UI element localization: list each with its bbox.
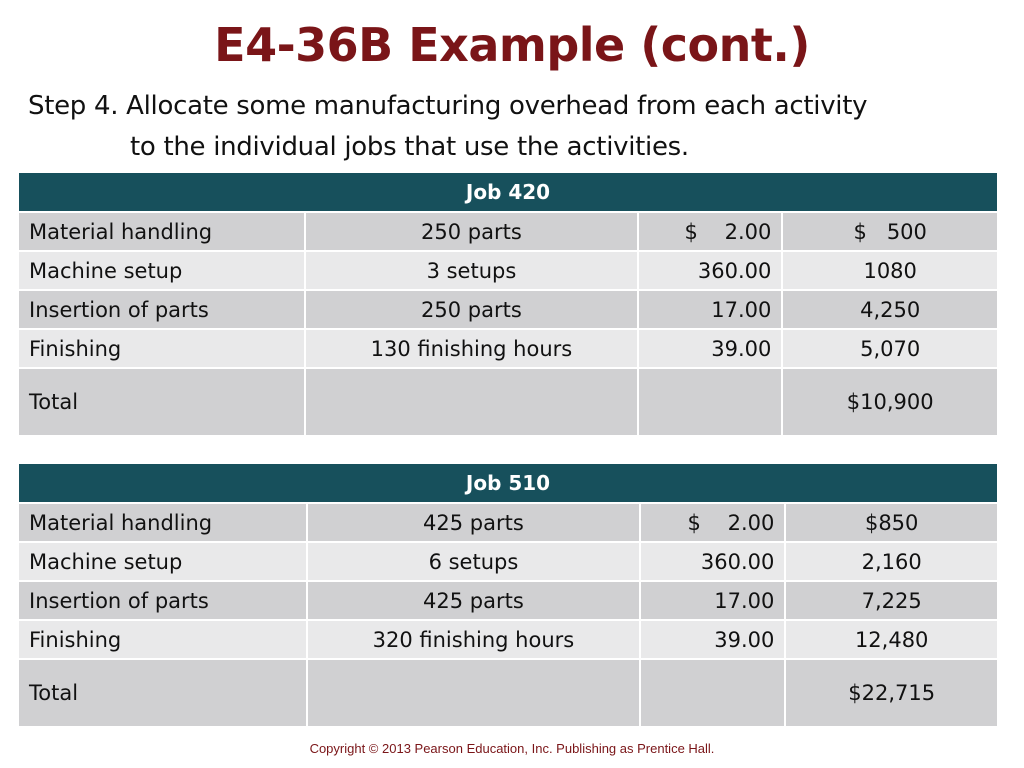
job-510-table: [17, 462, 999, 728]
activity-cell: Material handling: [18, 212, 305, 251]
rate-cell: $ 2.00: [640, 503, 786, 542]
empty-cell: [638, 368, 783, 436]
activity-cell: Insertion of parts: [18, 581, 307, 620]
empty-cell: [640, 659, 786, 727]
slide-title: E4-36B Example (cont.): [214, 18, 810, 72]
activity-cell: Finishing: [18, 620, 307, 659]
rate-cell: 39.00: [638, 329, 783, 368]
table-header: Job 420: [18, 172, 998, 212]
table-row: [18, 542, 998, 581]
quantity-cell: 425 parts: [307, 503, 639, 542]
cost-cell: 4,250: [782, 290, 998, 329]
cost-cell: $ 500: [782, 212, 998, 251]
total-row: [18, 659, 998, 727]
activity-cell: Machine setup: [18, 251, 305, 290]
total-value: $22,715: [785, 659, 998, 727]
table-row: [18, 251, 998, 290]
empty-cell: [307, 659, 639, 727]
total-label: Total: [18, 368, 305, 436]
table-row: [18, 503, 998, 542]
activity-cell: Material handling: [18, 503, 307, 542]
total-value: $10,900: [782, 368, 998, 436]
quantity-cell: 6 setups: [307, 542, 639, 581]
quantity-cell: 250 parts: [305, 290, 637, 329]
activity-cell: Insertion of parts: [18, 290, 305, 329]
rate-cell: 39.00: [640, 620, 786, 659]
total-label: Total: [18, 659, 307, 727]
rate-cell: $ 2.00: [638, 212, 783, 251]
table-row: [18, 329, 998, 368]
quantity-cell: 130 finishing hours: [305, 329, 637, 368]
quantity-cell: 320 finishing hours: [307, 620, 639, 659]
table-row: [18, 620, 998, 659]
table-header: Job 510: [18, 463, 998, 503]
table-row: [18, 290, 998, 329]
activity-cell: Finishing: [18, 329, 305, 368]
rate-cell: 360.00: [640, 542, 786, 581]
step-instruction: [28, 86, 988, 168]
cost-cell: 12,480: [785, 620, 998, 659]
empty-cell: [305, 368, 637, 436]
cost-cell: 5,070: [782, 329, 998, 368]
rate-cell: 360.00: [638, 251, 783, 290]
step-line-2: to the individual jobs that use the activities.: [130, 132, 689, 162]
quantity-cell: 250 parts: [305, 212, 637, 251]
table-row: [18, 581, 998, 620]
copyright-notice: Copyright © 2013 Pearson Education, Inc. Publishing as Prentice Hall.: [309, 741, 715, 756]
quantity-cell: 425 parts: [307, 581, 639, 620]
cost-cell: $850: [785, 503, 998, 542]
total-row: [18, 368, 998, 436]
job-420-table: [17, 171, 999, 437]
quantity-cell: 3 setups: [305, 251, 637, 290]
activity-cell: Machine setup: [18, 542, 307, 581]
cost-cell: 1080: [782, 251, 998, 290]
cost-cell: 2,160: [785, 542, 998, 581]
cost-cell: 7,225: [785, 581, 998, 620]
table-row: [18, 212, 998, 251]
step-line-1: Step 4. Allocate some manufacturing overhead from each activity: [28, 91, 868, 121]
rate-cell: 17.00: [640, 581, 786, 620]
rate-cell: 17.00: [638, 290, 783, 329]
